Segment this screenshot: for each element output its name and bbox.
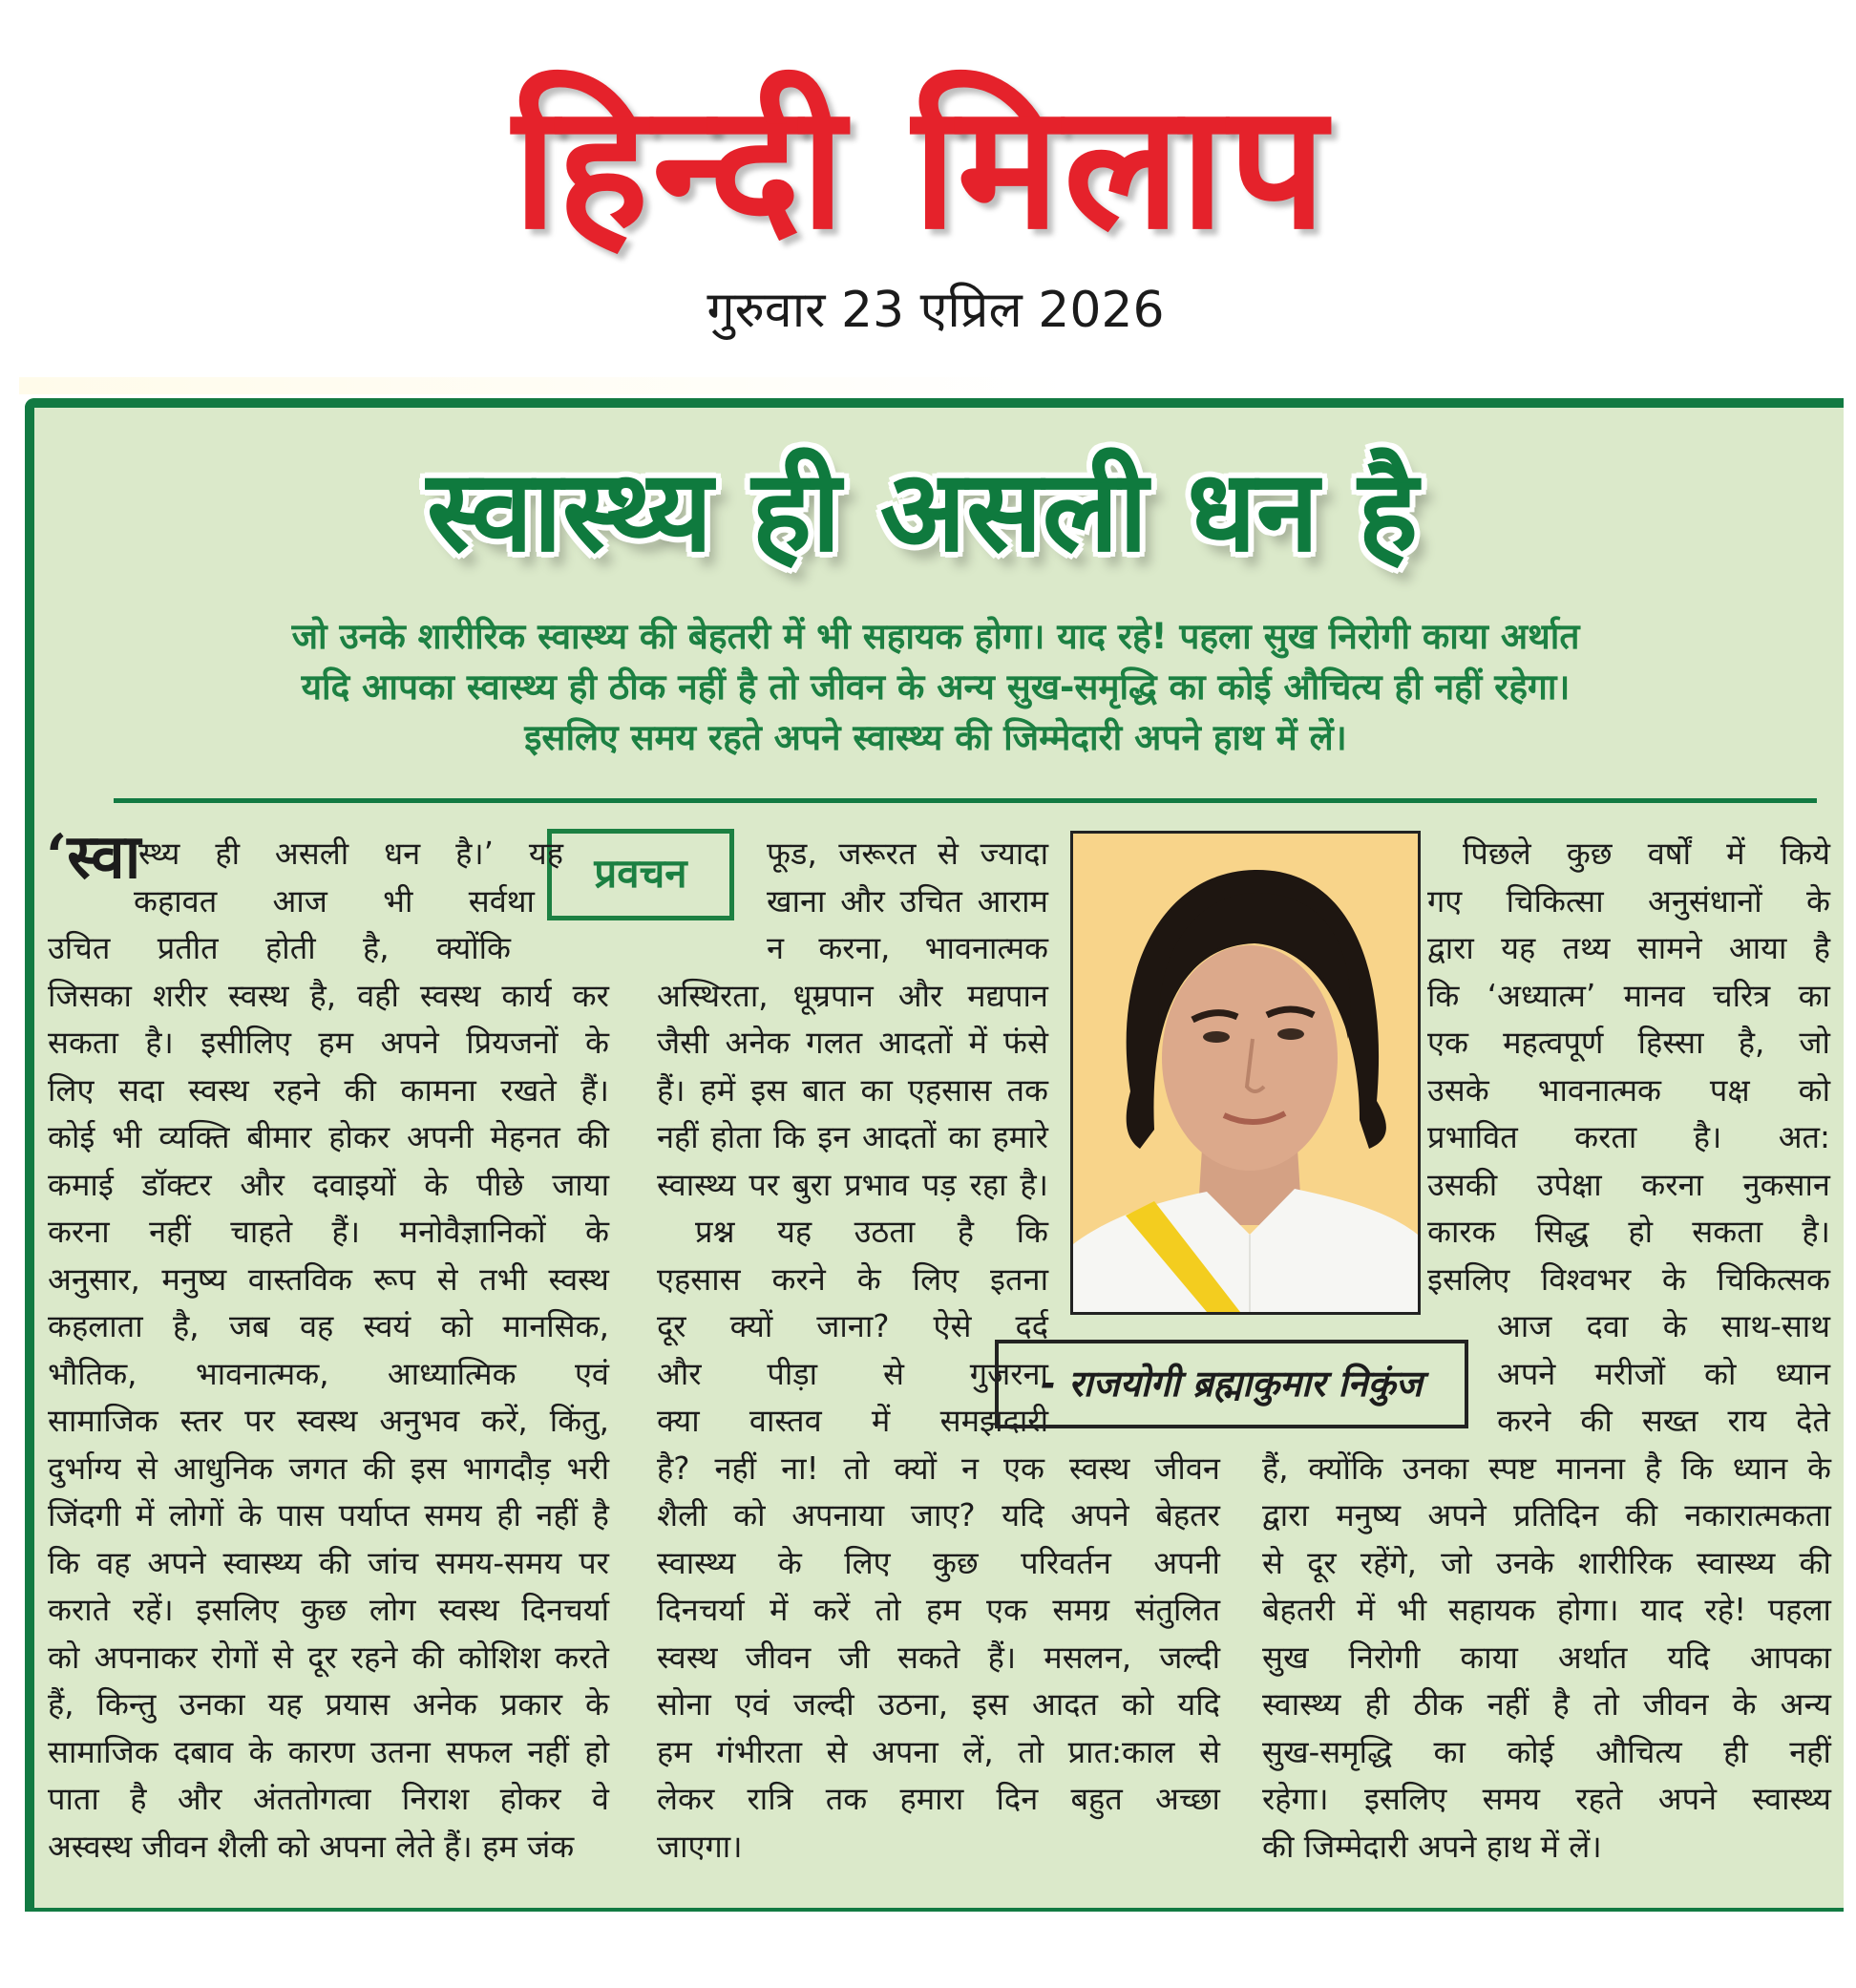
article-line: सामाजिक दबाव के कारण उतना सफल नहीं हो <box>48 1733 609 1770</box>
article-line: सोना एवं जल्दी उठना, इस आदत को यदि <box>657 1686 1220 1723</box>
article-line: हैं। हमें इस बात का एहसास तक <box>657 1071 1048 1109</box>
article-line: कि ‘अध्यात्म’ मानव चरित्र का <box>1427 977 1830 1014</box>
article-line: स्वास्थ्य पर बुरा प्रभाव पड़ रहा है। <box>657 1166 1048 1203</box>
article-line: हैं, किन्तु उनका यह प्रयास अनेक प्रकार के <box>48 1686 609 1723</box>
article-column-4 <box>1262 831 1831 1871</box>
article-line: हैं, क्योंकि उनका स्पष्ट मानना है कि ध्यान के <box>1262 1449 1831 1487</box>
article-line: दूर क्यों जाना? ऐसे दर्द <box>657 1308 1048 1344</box>
article-line: गए चिकित्सा अनुसंधानों के <box>1427 882 1830 920</box>
section-divider <box>114 798 1817 803</box>
article-line: जैसी अनेक गलत आदतों में फंसे <box>657 1025 1048 1061</box>
article-line: आज दवा के साथ-साथ <box>1497 1308 1830 1344</box>
article-line: जाएगा। <box>657 1828 743 1865</box>
article-line: अपने मरीजों को ध्यान <box>1497 1355 1830 1392</box>
article-line: इसलिए विश्वभर के चिकित्सक <box>1427 1260 1830 1298</box>
article-line: शैली को अपनाया जाए? यदि अपने बेहतर <box>657 1497 1220 1533</box>
article-line: लेकर रात्रि तक हमारा दिन बहुत अच्छा <box>657 1781 1220 1817</box>
article-line: स्वास्थ्य ही ठीक नहीं है तो जीवन के अन्य <box>1262 1686 1831 1723</box>
article-headline: स्वास्थ्य ही असली धन है <box>426 445 1419 577</box>
article-line: हम गंभीरता से अपना लें, तो प्रात:काल से <box>657 1733 1220 1770</box>
section-label: प्रवचन <box>547 829 734 920</box>
publication-date: गुरुवार 23 एप्रिल 2026 <box>707 282 1165 339</box>
article-line: लिए सदा स्वस्थ रहने की कामना रखते हैं। <box>48 1071 609 1109</box>
article-line: की जिम्मेदारी अपने हाथ में लें। <box>1262 1828 1602 1865</box>
article-line: द्वारा मनुष्य अपने प्रतिदिन की नकारात्मकता <box>1262 1497 1831 1533</box>
article-line: कहावत आज भी सर्वथा <box>134 882 535 920</box>
article-line: दिनचर्या में करें तो हम एक समग्र संतुलित <box>657 1592 1220 1628</box>
article-line: कोई भी व्यक्ति बीमार होकर अपनी मेहनत की <box>48 1119 609 1155</box>
article-line: सुख-समृद्धि का कोई औचित्य ही नहीं <box>1262 1733 1831 1770</box>
decorative-strip <box>19 377 1069 394</box>
article-line: पिछले कुछ वर्षों में किये <box>1463 835 1830 872</box>
article-line: भौतिक, भावनात्मक, आध्यात्मिक एवं <box>48 1355 609 1392</box>
article-line: अस्वस्थ जीवन शैली को अपना लेते हैं। हम जंक <box>48 1828 575 1865</box>
article-line: कि वह अपने स्वास्थ्य की जांच समय-समय पर <box>48 1544 609 1581</box>
article-line: बेहतरी में भी सहायक होगा। याद रहे! पहला <box>1262 1592 1831 1628</box>
newspaper-masthead: हिन्दी मिलाप <box>513 66 1330 267</box>
article-line: द्वारा यह तथ्य सामने आया है <box>1427 930 1830 966</box>
subheading-line: यदि आपका स्वास्थ्य ही ठीक नहीं है तो जीवन के अन्य सुख-समृद्धि का कोई औचित्य ही नहीं रहेगा। <box>301 666 1571 708</box>
article-line: से दूर रहेंगे, जो उनके शारीरिक स्वास्थ्य की <box>1262 1544 1831 1581</box>
article-line: अनुसार, मनुष्य वास्तविक रूप से तभी स्वस्थ <box>48 1260 609 1298</box>
article-line: कारक सिद्ध हो सकता है। <box>1427 1214 1830 1250</box>
article-line: दुर्भाग्य से आधुनिक जगत की इस भागदौड़ भरी <box>48 1449 609 1487</box>
article-column-1 <box>46 821 609 1871</box>
article-line: प्रभावित करता है। अत: <box>1427 1119 1830 1155</box>
article-line: सुख निरोगी काया अर्थात यदि आपका <box>1262 1639 1831 1676</box>
article-line: और पीड़ा से गुजरना <box>657 1355 1048 1392</box>
subheading-line: जो उनके शारीरिक स्वास्थ्य की बेहतरी में भी सहायक होगा। याद रहे! पहला सुख निरोगी काया अर्थात <box>291 616 1580 657</box>
article-line: फूड, जरूरत से ज्यादा <box>767 835 1048 872</box>
article-line: कमाई डॉक्टर और दवाइयों के पीछे जाया <box>48 1166 609 1203</box>
article-line: स्वास्थ्य के लिए कुछ परिवर्तन अपनी <box>657 1544 1220 1581</box>
article-line: एहसास करने के लिए इतना <box>657 1260 1048 1298</box>
article-line: पाता है और अंततोगत्वा निराश होकर वे <box>48 1781 609 1817</box>
article-line: करने की सख्त राय देते <box>1497 1403 1830 1439</box>
article-line: करना नहीं चाहते हैं। मनोवैज्ञानिकों के <box>48 1214 609 1250</box>
article-line: उसके भावनात्मक पक्ष को <box>1427 1071 1830 1109</box>
article-line: खाना और उचित आराम <box>767 882 1048 920</box>
article-line: कहलाता है, जब वह स्वयं को मानसिक, <box>48 1308 609 1344</box>
drop-cap: ‘स्वा <box>46 821 141 893</box>
subheading-line: इसलिए समय रहते अपने स्वास्थ्य की जिम्मेदारी अपने हाथ में लें। <box>524 717 1347 758</box>
article-line: स्थ्य ही असली धन है।’ यह <box>138 835 563 872</box>
article-line: प्रश्न यह उठता है कि <box>695 1214 1048 1250</box>
article-line: जिसका शरीर स्वस्थ है, वही स्वस्थ कार्य कर <box>48 977 609 1014</box>
article-line: अस्थिरता, धूम्रपान और मद्यपान <box>657 977 1048 1014</box>
article-line: जिंदगी में लोगों के पास पर्याप्त समय ही नहीं है <box>48 1497 609 1533</box>
article-line: एक महत्वपूर्ण हिस्सा है, जो <box>1427 1025 1830 1061</box>
article-line: सकता है। इसीलिए हम अपने प्रियजनों के <box>48 1025 609 1061</box>
article-line: स्वस्थ जीवन जी सकते हैं। मसलन, जल्दी <box>657 1639 1220 1676</box>
article-line: क्या वास्तव में समझदारी <box>657 1403 1048 1439</box>
article-line: न करना, भावनात्मक <box>767 930 1048 966</box>
article-line: उसकी उपेक्षा करना नुकसान <box>1427 1166 1830 1203</box>
article-line: सामाजिक स्तर पर स्वस्थ अनुभव करें, किंतु, <box>48 1403 609 1439</box>
article-line: नहीं होता कि इन आदतों का हमारे <box>657 1119 1048 1155</box>
article-line: को अपनाकर रोगों से दूर रहने की कोशिश करते <box>48 1639 609 1676</box>
article-line: है? नहीं ना! तो क्यों न एक स्वस्थ जीवन <box>657 1449 1220 1487</box>
article-line: कराते रहें। इसलिए कुछ लोग स्वस्थ दिनचर्या <box>48 1592 609 1628</box>
article-line: रहेगा। इसलिए समय रहते अपने स्वास्थ्य <box>1262 1781 1831 1817</box>
article-line: उचित प्रतीत होती है, क्योंकि <box>48 930 511 966</box>
author-byline: - राजयोगी ब्रह्माकुमार निकुंज <box>995 1340 1468 1428</box>
